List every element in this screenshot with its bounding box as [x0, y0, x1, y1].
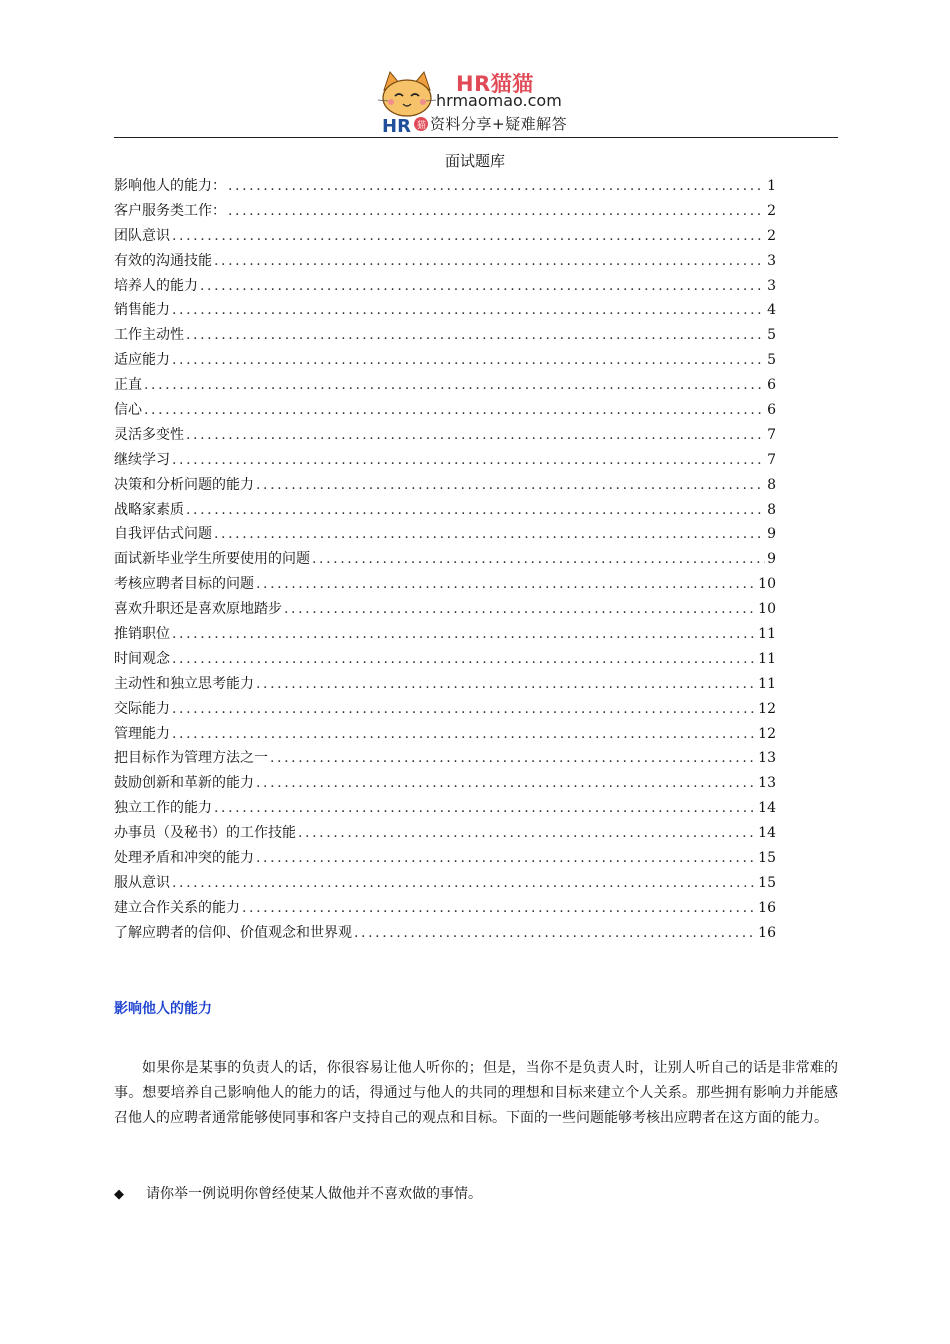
toc-entry[interactable]: [114, 423, 776, 448]
toc-dot-leader: [170, 448, 765, 473]
toc-entry-text: 灵活多变性: [114, 426, 184, 443]
toc-page-number: 15: [758, 850, 776, 867]
toc-dot-leader: [254, 572, 756, 597]
toc-dot-leader: [268, 746, 756, 771]
toc-entry-text: 推销职位: [114, 626, 170, 643]
toc-entry[interactable]: [114, 622, 776, 647]
bullet-text: 请你举一例说明你曾经使某人做他并不喜欢做的事情。: [146, 1186, 482, 1202]
toc-entry[interactable]: [114, 871, 776, 896]
toc-entry[interactable]: [114, 572, 776, 597]
toc-dot-leader: [296, 821, 756, 846]
toc-entry-text: 信心: [114, 402, 142, 419]
toc-page-number: 14: [758, 825, 776, 842]
toc-entry[interactable]: [114, 896, 776, 921]
toc-entry-text: 团队意识: [114, 227, 170, 244]
toc-page-number: 12: [758, 725, 776, 742]
table-of-contents: [114, 174, 776, 946]
toc-entry[interactable]: [114, 498, 776, 523]
toc-entry-text: 喜欢升职还是喜欢原地踏步: [114, 601, 282, 618]
toc-page-number: 16: [758, 924, 776, 941]
toc-dot-leader: [170, 697, 756, 722]
toc-entry[interactable]: [114, 224, 776, 249]
svg-text:HR: HR: [382, 116, 411, 136]
toc-page-number: 6: [767, 377, 776, 394]
toc-entry-text: 服从意识: [114, 874, 170, 891]
header-divider: [114, 137, 838, 138]
toc-dot-leader: [142, 398, 765, 423]
toc-page-number: 3: [767, 252, 776, 269]
toc-dot-leader: [282, 597, 756, 622]
toc-entry-text: 工作主动性: [114, 327, 184, 344]
toc-dot-leader: [184, 323, 765, 348]
toc-dot-leader: [142, 373, 765, 398]
toc-entry[interactable]: [114, 771, 776, 796]
toc-page-number: 15: [758, 874, 776, 891]
toc-dot-leader: [170, 224, 765, 249]
toc-page-number: 8: [767, 476, 776, 493]
page-header: [114, 64, 838, 138]
toc-page-number: 7: [767, 426, 776, 443]
svg-text:猫: 猫: [417, 121, 427, 131]
toc-entry[interactable]: [114, 821, 776, 846]
toc-entry-text: 培养人的能力: [114, 277, 198, 294]
toc-dot-leader: [184, 423, 765, 448]
toc-entry[interactable]: [114, 846, 776, 871]
toc-page-number: 16: [758, 899, 776, 916]
toc-entry[interactable]: [114, 199, 776, 224]
toc-entry[interactable]: [114, 448, 776, 473]
toc-dot-leader: [352, 921, 756, 946]
toc-entry-text: 处理矛盾和冲突的能力: [114, 850, 254, 867]
toc-dot-leader: [310, 547, 765, 572]
toc-entry-text: 销售能力: [114, 302, 170, 319]
toc-page-number: 12: [758, 700, 776, 717]
toc-entry-text: 面试新毕业学生所要使用的问题: [114, 551, 310, 568]
toc-page-number: 1: [767, 178, 776, 194]
toc-entry-text: 独立工作的能力: [114, 800, 212, 817]
toc-dot-leader: [198, 274, 765, 299]
toc-dot-leader: [254, 672, 756, 697]
toc-dot-leader: [226, 174, 765, 199]
toc-entry-text: 决策和分析问题的能力: [114, 476, 254, 493]
toc-entry[interactable]: [114, 274, 776, 299]
brand-domain: hrmaomao.com: [436, 91, 562, 110]
toc-page-number: 11: [758, 626, 776, 643]
toc-dot-leader: [212, 796, 756, 821]
toc-page-number: 13: [758, 775, 776, 792]
toc-entry[interactable]: [114, 473, 776, 498]
toc-entry-text: 有效的沟通技能: [114, 252, 212, 269]
toc-page-number: 11: [758, 675, 776, 692]
toc-entry-text: 主动性和独立思考能力: [114, 675, 254, 692]
toc-dot-leader: [184, 498, 765, 523]
question-bullet: [114, 1182, 838, 1207]
diamond-bullet-icon: ◆: [114, 1187, 124, 1202]
toc-entry[interactable]: [114, 174, 776, 199]
toc-dot-leader: [170, 871, 756, 896]
toc-page-number: 7: [767, 451, 776, 468]
brand-name: HR猫猫: [456, 72, 534, 96]
toc-entry[interactable]: [114, 298, 776, 323]
toc-entry-text: 适应能力: [114, 352, 170, 369]
toc-entry[interactable]: [114, 647, 776, 672]
toc-entry[interactable]: [114, 373, 776, 398]
toc-entry-text: 鼓励创新和革新的能力: [114, 775, 254, 792]
toc-entry[interactable]: [114, 697, 776, 722]
toc-page-number: 10: [758, 601, 776, 618]
toc-page-number: 14: [758, 800, 776, 817]
toc-entry-text: 建立合作关系的能力: [114, 899, 240, 916]
toc-dot-leader: [170, 298, 765, 323]
toc-entry-text: 影响他人的能力：: [114, 178, 226, 194]
toc-dot-leader: [212, 249, 765, 274]
toc-entry-text: 时间观念: [114, 650, 170, 667]
toc-entry-text: 战略家素质: [114, 501, 184, 518]
toc-entry[interactable]: [114, 597, 776, 622]
toc-page-number: 9: [767, 526, 776, 543]
toc-dot-leader: [212, 522, 765, 547]
section-paragraph: 如果你是某事的负责人的话，你很容易让他人听你的；但是，当你不是负责人时，让别人听自己的话是非常难的事。想要培养自己影响他人的能力的话，得通过与他人的共同的理想和目标来建立个人关系。那些拥有影响力并能感召他人的应聘者通常能够使同事和客户支持自己的观点和目标。下面的一些问题能够考核出应聘者在这方面的能力。: [114, 1060, 838, 1126]
toc-page-number: 3: [767, 277, 776, 294]
toc-entry-text: 交际能力: [114, 700, 170, 717]
cat-mascot-icon: [376, 68, 438, 136]
toc-entry-text: 客户服务类工作：: [114, 202, 226, 219]
toc-page-number: 5: [767, 327, 776, 344]
toc-dot-leader: [254, 846, 756, 871]
toc-entry-text: 考核应聘者目标的问题: [114, 576, 254, 593]
toc-page-number: 10: [758, 576, 776, 593]
toc-page-number: 6: [767, 402, 776, 419]
section-heading: 影响他人的能力: [114, 1001, 212, 1017]
toc-page-number: 2: [767, 202, 776, 219]
toc-page-number: 9: [767, 551, 776, 568]
toc-dot-leader: [170, 348, 765, 373]
toc-dot-leader: [254, 473, 765, 498]
toc-entry-text: 了解应聘者的信仰、价值观念和世界观: [114, 924, 352, 941]
toc-entry[interactable]: [114, 249, 776, 274]
toc-entry-text: 自我评估式问题: [114, 526, 212, 543]
toc-entry[interactable]: [114, 672, 776, 697]
toc-entry[interactable]: [114, 722, 776, 747]
toc-page-number: 13: [758, 750, 776, 767]
toc-entry[interactable]: [114, 921, 776, 946]
toc-entry-text: 继续学习: [114, 451, 170, 468]
toc-entry[interactable]: [114, 348, 776, 373]
toc-entry-text: 把目标作为管理方法之一: [114, 750, 268, 767]
toc-page-number: 4: [767, 302, 776, 319]
toc-dot-leader: [226, 199, 765, 224]
toc-entry[interactable]: [114, 398, 776, 423]
toc-entry[interactable]: [114, 323, 776, 348]
toc-entry[interactable]: [114, 746, 776, 771]
toc-page-number: 5: [767, 352, 776, 369]
brand-tagline: 资料分享+疑难解答: [430, 115, 568, 133]
toc-dot-leader: [254, 771, 756, 796]
toc-title: 面试题库: [444, 152, 505, 170]
toc-entry[interactable]: [114, 796, 776, 821]
toc-dot-leader: [170, 722, 756, 747]
toc-dot-leader: [170, 647, 756, 672]
toc-entry-text: 正直: [114, 377, 142, 394]
toc-entry[interactable]: [114, 522, 776, 547]
toc-page-number: 8: [767, 501, 776, 518]
toc-entry-text: 办事员（及秘书）的工作技能: [114, 825, 296, 842]
toc-entry-text: 管理能力: [114, 725, 170, 742]
toc-entry[interactable]: [114, 547, 776, 572]
toc-dot-leader: [240, 896, 756, 921]
toc-dot-leader: [170, 622, 756, 647]
toc-page-number: 11: [758, 650, 776, 667]
toc-page-number: 2: [767, 227, 776, 244]
